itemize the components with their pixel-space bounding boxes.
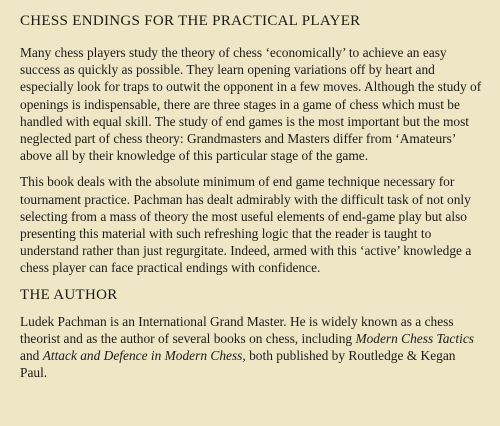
- author-text-part-2: and: [20, 348, 43, 364]
- description-paragraph-1: Many chess players study the theory of chess ‘economically’ to achieve an easy success as quickly as possible. They learn opening variations off by heart and especially look for traps to outwit the opponent in a few moves. Although the study of openings is indispensable, there are three stages in a game of chess which must be handled with equal skill. The study of end games is the most important but the most neglected part of chess theory: Grandmasters and Masters differ from ‘Amateurs’ above all by their knowledge of this particular stage of the game.: [20, 45, 482, 164]
- book-title-modern-chess-tactics: Modern Chess Tactics: [355, 330, 474, 346]
- book-title-attack-and-defence: Attack and Defence in Modern Chess: [42, 348, 243, 364]
- author-text-part-1: Ludek Pachman is an International Grand Master. He is widely known as a chess theorist and as the author of several books on chess, including: [20, 313, 454, 346]
- section-title: CHESS ENDINGS FOR THE PRACTICAL PLAYER: [20, 13, 361, 29]
- author-paragraph: [20, 313, 484, 382]
- author-heading: THE AUTHOR: [20, 286, 118, 303]
- description-paragraph-2: This book deals with the absolute minimum of end game technique necessary for tournament practice. Pachman has dealt admirably with the difficult task of not only selecting from a mass of theory the most useful elements of end-game play but also presenting this material with such refreshing logic that the reader is taught to understand rather than just regurgitate. Indeed, armed with this ‘active’ knowledge a chess player can face practical endings with confidence.: [20, 174, 472, 276]
- author-text-part-3: , both published by Routledge & Kegan Paul.: [20, 348, 456, 381]
